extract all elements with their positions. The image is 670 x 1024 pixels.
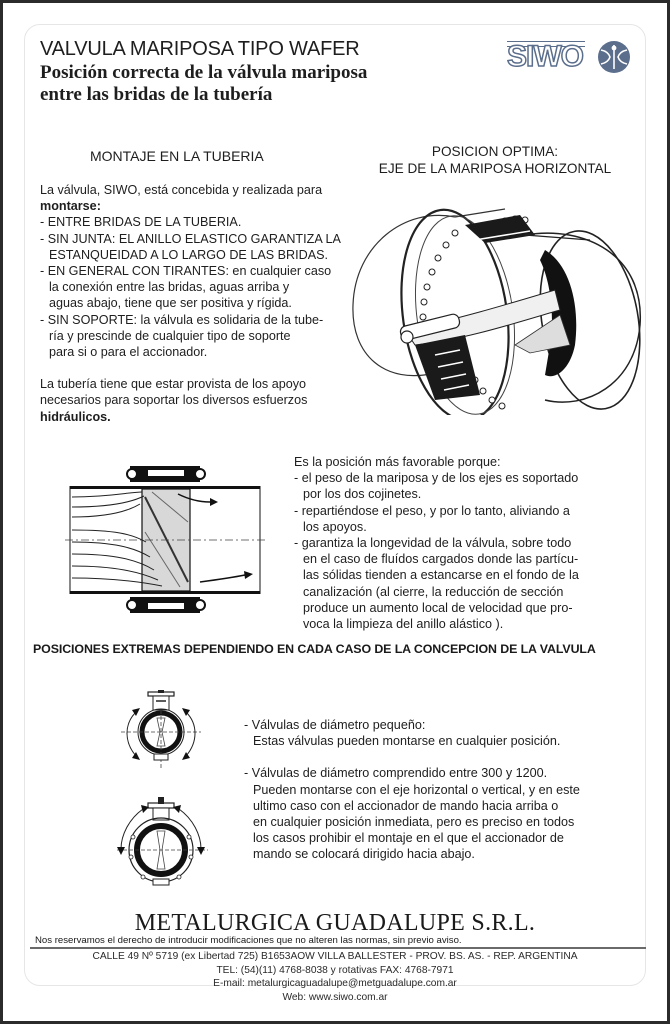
montaje-footer-line: necesarios para soportar los diversos esfuerzos <box>40 393 308 408</box>
address: CALLE 49 Nº 5719 (ex Libertad 725) B1653AOW VILLA BALLESTER - PROV. BS. AS. - REP. ARGENTINA <box>92 951 578 962</box>
favorable-item: - el peso de la mariposa y de los ejes es soportado <box>294 471 579 486</box>
montaje-footer-line: La tubería tiene que estar provista de los apoyo <box>40 377 307 392</box>
montaje-item-cont: para si o para el accionador. <box>49 345 208 360</box>
small-valve-diagram <box>118 690 203 772</box>
montaje-text <box>40 182 360 425</box>
large-valve-desc: los casos prohibir el montaje en el que el accionador de <box>253 831 564 846</box>
small-valve-desc: Estas válvulas pueden montarse en cualquier posición. <box>253 734 561 749</box>
montaje-item-cont: aguas abajo, tiene que ser positiva y rígida. <box>49 296 292 311</box>
extremas-title: POSICIONES EXTREMAS DEPENDIENDO EN CADA CASO DE LA CONCEPCION DE LA VALVULA <box>33 642 596 656</box>
butterfly-valve-3d-illustration <box>345 195 645 415</box>
favorable-intro: Es la posición más favorable porque: <box>294 455 501 469</box>
montaje-item-cont: ría y prescinde de cualquier tipo de soporte <box>49 328 291 343</box>
subtitle-line-1: Posición correcta de la válvula mariposa <box>40 62 368 83</box>
montaje-intro-bold: montarse: <box>40 199 101 214</box>
footer-contact <box>0 950 670 1004</box>
montaje-item: - SIN SOPORTE: la válvula es solidaria de la tube- <box>40 312 324 327</box>
montaje-item: - ENTRE BRIDAS DE LA TUBERIA. <box>40 215 242 230</box>
siwo-logo: SIWO <box>507 40 583 73</box>
subtitle-line-2: entre las bridas de la tubería <box>40 84 273 105</box>
butterfly-emblem-icon <box>597 40 631 74</box>
montaje-item-cont: ESTANQUEIDAD A LO LARGO DE LAS BRIDAS. <box>49 247 329 262</box>
valve-cross-section-flow-diagram <box>60 462 265 617</box>
large-valve-desc: en cualquier posición inmediata, pero es preciso en todos <box>253 815 575 830</box>
optima-title-line-1: POSICION OPTIMA: <box>431 144 559 159</box>
document-title: VALVULA MARIPOSA TIPO WAFER <box>40 38 360 60</box>
company-name: METALURGICA GUADALUPE S.R.L. <box>134 910 536 936</box>
email: E-mail: metalurgicaguadalupe@metguadalupe.com.ar <box>213 978 457 989</box>
favorable-item-cont: por los dos cojinetes. <box>303 487 422 502</box>
favorable-item-cont: los apoyos. <box>303 519 367 534</box>
large-valve-diagram <box>115 795 210 890</box>
large-valve-desc: mando se colocará dirigido hacia abajo. <box>253 847 475 862</box>
montaje-footer-bold: hidráulicos. <box>40 409 111 424</box>
footer-divider <box>30 947 646 949</box>
favorable-item-cont: voca la limpieza del anillo alástico ). <box>303 617 504 632</box>
montaje-item-cont: la conexión entre las bridas, aguas arriba y <box>49 280 290 295</box>
favorable-item: - garantiza la longevidad de la válvula, sobre todo <box>294 536 572 551</box>
montaje-title: MONTAJE EN LA TUBERIA <box>90 148 264 164</box>
large-valve-desc: Pueden montarse con el eje horizontal o vertical, y en este <box>253 782 580 797</box>
website: Web: www.siwo.com.ar <box>282 991 388 1003</box>
document-subtitle <box>40 62 367 106</box>
optima-title-line-2: EJE DE LA MARIPOSA HORIZONTAL <box>378 161 612 176</box>
favorable-item-cont: en el caso de fluídos cargados donde las partícu- <box>303 552 579 567</box>
small-valve-line: - Válvulas de diámetro pequeño: <box>244 718 426 732</box>
montaje-item: - SIN JUNTA: EL ANILLO ELASTICO GARANTIZA LA <box>40 231 341 246</box>
phone: TEL: (54)(11) 4768-8038 y rotativas FAX: 4768-7971 <box>216 964 454 976</box>
large-valve-desc: ultimo caso con el accionador de mando hacia arriba o <box>253 798 559 813</box>
optima-title <box>340 143 650 177</box>
large-valve-line: - Válvulas de diámetro comprendido entre 300 y 1200. <box>244 766 548 781</box>
favorable-item-cont: las sólidas tienden a estancarse en el fondo de la <box>303 568 579 583</box>
favorable-text <box>294 454 654 632</box>
disclaimer: Nos reservamos el derecho de introducir modificaciones que no alteren las normas, sin previo aviso. <box>35 935 462 946</box>
montaje-item: - EN GENERAL CON TIRANTES: en cualquier caso <box>40 264 332 279</box>
montaje-intro: La válvula, SIWO, está concebida y realizada para <box>40 183 323 197</box>
favorable-item-cont: produce un aumento local de velocidad que pro- <box>303 600 573 615</box>
favorable-item-cont: canalización (al cierre, la reducción de sección <box>303 584 564 599</box>
favorable-item: - repartiéndose el peso, y por lo tanto, aliviando a <box>294 503 570 518</box>
extremas-text <box>244 717 654 863</box>
